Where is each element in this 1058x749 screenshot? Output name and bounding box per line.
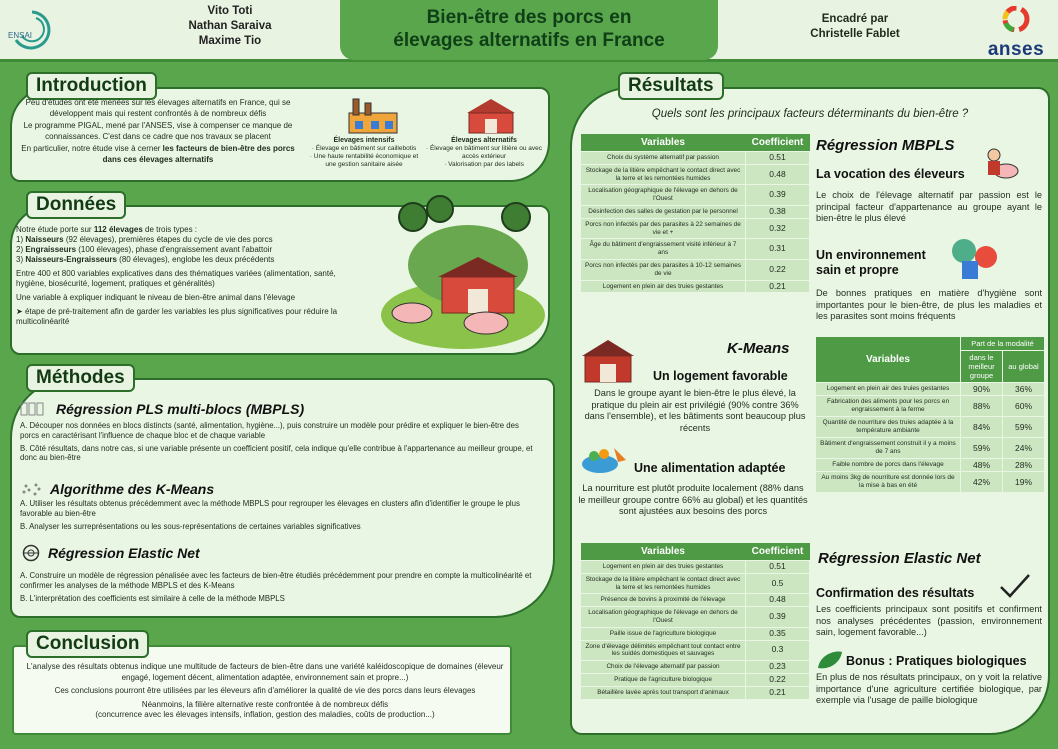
coefficient-cell: 0.48 (746, 164, 810, 185)
coefficient-cell: 0.39 (746, 607, 810, 628)
method-mbpls-heading: Régression PLS multi-blocs (MBPLS) (20, 401, 304, 417)
alternative-farms: Élevages alternatifs · Élevage en bâtiment sur litière ou avec accès extérieur · Valorisation par des labels (426, 137, 542, 168)
kmeans-sub-2: Une alimentation adaptée (634, 461, 786, 475)
intro-farm-types (305, 95, 545, 180)
coefficient-cell: 0.23 (746, 661, 810, 674)
global-cell: 24% (1003, 438, 1045, 459)
table-row (816, 472, 1045, 493)
enet-text-1: Les coefficients principaux sont positifs et confirment nos analyses précédentes (passion, environnement sain, logement favorable...) (816, 604, 1042, 637)
best-group-cell: 48% (961, 459, 1003, 472)
table-row (581, 607, 810, 628)
table-row (581, 573, 810, 594)
variable-cell: Logement en plein air des truies gestantes (816, 383, 961, 396)
variable-cell: Localisation géographique de l'élevage en dehors de l'Ouest (581, 607, 746, 628)
donnees-p4: ➤ étape de pré-traitement afin de garder les variables les plus significatives pour réduire la multicolinéarité (16, 307, 338, 326)
best-group-cell: 84% (961, 417, 1003, 438)
kmeans-table (815, 336, 1045, 493)
variable-cell: Logement en plein air des truies gestantes (581, 280, 746, 293)
title-line-1: Bien-être des porcs en (426, 7, 632, 28)
intensive-farms: Élevages intensifs · Élevage en bâtiment sur caillebotis · Une haute rentabilité économique et une gestion sanitaire aisée (309, 137, 419, 168)
coefficient-cell: 0.31 (746, 239, 810, 260)
global-cell: 59% (1003, 417, 1045, 438)
farmer-icon (984, 145, 1020, 181)
anses-logo (978, 6, 1054, 60)
checkmark-icon (998, 572, 1032, 600)
intro-p1: Peu d'études ont été menées sur les élevages alternatifs en France, qui se développent mais qui restent confrontés à de nombreux défis (25, 98, 291, 118)
col-coefficient: Coefficient (746, 134, 810, 152)
table-row (816, 417, 1045, 438)
table-row (816, 396, 1045, 417)
kmeans-sub-1: Un logement favorable (653, 369, 788, 383)
anses-circle-icon (1000, 6, 1032, 32)
donnees-p3: Une variable à expliquer indiquant le niveau de bien-être animal dans l'élevage (16, 293, 296, 302)
table-row (581, 259, 810, 280)
donnees-p2: Entre 400 et 800 variables explicatives dans des thématiques variées (alimentation, santé, hygiène, biosécurité, logement, pratiques et généralités) (16, 269, 336, 288)
clusters-icon (20, 480, 44, 498)
global-cell: 36% (1003, 383, 1045, 396)
table-row (816, 383, 1045, 396)
intro-p2: Le programme PIGAL, mené par l'ANSES, vise à compenser ce manque de connaissances. C'est dans ce cadre que nos travaux se placent (23, 121, 293, 141)
mbpls-results-title: Régression MBPLS (816, 137, 955, 154)
table-row (581, 686, 810, 699)
variable-cell: Âge du bâtiment d'engraissement visité inférieur à 7 ans (581, 239, 746, 260)
coefficient-cell: 0.22 (746, 259, 810, 280)
km-col-part: Part de la modalité (961, 337, 1045, 351)
method-enet-heading: Régression Elastic Net (20, 544, 200, 562)
introduction-title: Introduction (26, 72, 157, 100)
coefficient-cell: 0.39 (746, 185, 810, 206)
anses-wordmark: anses (987, 39, 1045, 60)
conclusion-text: L'analyse des résultats obtenus indique une multitude de facteurs de bien-être dans une variété kaléidoscopique de domaines (éleveur engagé, logement décent, alimentation adaptée, environnement sain et propre...) Ces conclusions pourront être utilisées par les éleveurs afin d'améliorer la qualité de vie des porcs dans leurs élevages Néanmoins, la filière alternative reste confrontée à de nombreux défis (concurrence avec les élevages intensifs, inflation, gestion des maladies, coûts de production...) (26, 662, 504, 719)
author-2: Nathan Saraiva (188, 20, 272, 32)
authors (150, 4, 310, 49)
poster-title (340, 0, 718, 60)
variable-cell: Porcs non infectés par des parasites à 10-12 semaines de vie (581, 259, 746, 280)
health-icon (948, 237, 1000, 281)
supervisor-label: Encadré par (821, 13, 889, 25)
enet-sub-2: Bonus : Pratiques biologiques (846, 654, 1027, 668)
variable-cell: Quantité de nourriture des truies adaptée à la température ambiante (816, 417, 961, 438)
variable-cell: Logement en plein air des truies gestantes (581, 561, 746, 574)
coefficient-cell: 0.35 (746, 627, 810, 640)
table-row (816, 459, 1045, 472)
mbpls-text-1: Le choix de l'élevage alternatif par passion est le principal facteur d'appartenance au groupe ayant le bien-être le plus élevé (816, 190, 1042, 223)
coefficient-cell: 0.21 (746, 280, 810, 293)
variable-cell: Pratique de l'agriculture biologique (581, 673, 746, 686)
variable-cell: Fabrication des aliments pour les porcs en engraissement à la ferme (816, 396, 961, 417)
resultats-title: Résultats (618, 72, 724, 100)
global-cell: 60% (1003, 396, 1045, 417)
variable-cell: Bétaillère lavée après tout transport d'animaux (581, 686, 746, 699)
best-group-cell: 90% (961, 383, 1003, 396)
enet-results-title: Régression Elastic Net (818, 550, 981, 567)
km-col-best: dans le meilleur groupe (961, 351, 1003, 383)
coefficient-cell: 0.51 (746, 561, 810, 574)
coefficient-cell: 0.21 (746, 686, 810, 699)
variable-cell: Localisation géographique de l'élevage en dehors de l'Ouest (581, 185, 746, 206)
mbpls-text-2: De bonnes pratiques en matière d'hygiène sont importantes pour le bien-être, de plus les maladies et les parasites sont moins fréquents (816, 288, 1042, 321)
author-1: Vito Toti (207, 5, 253, 17)
table-row (581, 661, 810, 674)
factory-icon (343, 95, 401, 135)
intro-p3: En particulier, notre étude vise à cerner les facteurs de bien-être des porcs dans ces élevages alternatifs (21, 144, 295, 164)
mbpls-sub-1: La vocation des éleveurs (816, 167, 965, 181)
variable-cell: Au moins 3kg de nourriture est donnée lors de la mise à bas en été (816, 472, 961, 493)
global-cell: 19% (1003, 472, 1045, 493)
enet-sub-1: Confirmation des résultats (816, 586, 975, 600)
global-cell: 28% (1003, 459, 1045, 472)
table-row (581, 280, 810, 293)
blocks-icon (20, 402, 50, 416)
kmeans-results-title: K-Means (727, 340, 790, 357)
food-icon (580, 442, 628, 476)
donnees-intro: Notre étude porte sur 112 élevages de trois types : 1) Naisseurs (92 élevages), premières étapes du cycle de vie des porcs 2) Engraisseurs (100 élevages), phase d'engraissement avant l'abattoir 3) Naisseurs-Engraisseurs (80 élevages), englobe les deux précédents (16, 225, 275, 264)
supervisor (780, 12, 930, 42)
donnees-text (16, 225, 356, 331)
table-row (581, 640, 810, 661)
mbpls-sub-2: Un environnement sain et propre (816, 248, 926, 277)
coefficient-cell: 0.3 (746, 640, 810, 661)
coefficient-cell: 0.38 (746, 205, 810, 218)
table-row (816, 438, 1045, 459)
coefficient-cell: 0.32 (746, 218, 810, 239)
variable-cell: Stockage de la litière empêchant le contact direct avec la terre et les remontées humides (581, 573, 746, 594)
variable-cell: Bâtiment d'engraissement construit il y a moins de 7 ans (816, 438, 961, 459)
best-group-cell: 42% (961, 472, 1003, 493)
coefficient-cell: 0.22 (746, 673, 810, 686)
mbpls-coef-table (580, 134, 810, 293)
variable-cell: Choix de l'élevage alternatif par passion (581, 661, 746, 674)
best-group-cell: 59% (961, 438, 1003, 459)
farm-illustration (378, 195, 548, 350)
variable-cell: Présence de bovins à proximité de l'élevage (581, 594, 746, 607)
network-icon (20, 544, 42, 562)
table-row (581, 152, 810, 165)
supervisor-name: Christelle Fablet (810, 28, 900, 40)
km-col-variables: Variables (816, 337, 961, 383)
best-group-cell: 88% (961, 396, 1003, 417)
variable-cell: Faible nombre de porcs dans l'élevage (816, 459, 961, 472)
variable-cell: Zone d'élevage délimités empêchant tout contact entre les suidés domestiques et sauvages (581, 640, 746, 661)
method-enet-text: A. Construire un modèle de régression pénalisée avec les facteurs de bien-être étudiés précédemment pour prendre en compte la multicolinéarité et confirmer les analyses de la méthode MBPLS et des K-Means B. L'interprétation des coefficients est similaire à celle de la méthode MBPLS (20, 571, 532, 603)
enet-coef-table (580, 543, 810, 700)
table-row (581, 164, 810, 185)
method-mbpls-text: A. Découper nos données en blocs distincts (santé, alimentation, hygiène...), puis construire un modèle pour prédire et expliquer le bien-être des porcs en caractérisant l'influence de chaque bloc et de chaque variable B. Côté résultats, dans notre cas, si une variable présente un coefficient positif, cela indique qu'elle contribue à l'appartenance au meilleur groupe, et donc au bien-être (20, 421, 533, 463)
table-row (581, 185, 810, 206)
method-kmeans-text: A. Utiliser les résultats obtenus précédemment avec la méthode MBPLS pour regrouper les élevages en clusters afin d'identifier le groupe le plus favorable au bien-être B. Analyser les surreprésentations ou les sous-représentations de certaines variables significatives (20, 499, 520, 531)
method-kmeans-heading: Algorithme des K-Means (20, 480, 214, 498)
methodes-title: Méthodes (26, 364, 135, 392)
coefficient-cell: 0.5 (746, 573, 810, 594)
kmeans-text-2: La nourriture est plutôt produite localement (88% dans le meilleur groupe contre 66% au global) et les quantités sont ajustées aux besoins des porcs (578, 483, 808, 516)
variable-cell: Choix du système alternatif par passion (581, 152, 746, 165)
enet-col-coefficient: Coefficient (746, 543, 810, 561)
resultats-question: Quels sont les principaux facteurs déterminants du bien-être ? (651, 108, 969, 120)
barn-icon (463, 97, 519, 135)
ensai-logo (6, 6, 58, 54)
enet-text-2: En plus de nos résultats principaux, on y voit la relative importance d'une agriculture certifiée biologique, par exemple via l'usage de paille biologique (816, 672, 1042, 705)
col-variables: Variables (581, 134, 746, 152)
leaf-icon (816, 650, 844, 670)
table-row (581, 561, 810, 574)
table-row (581, 673, 810, 686)
author-3: Maxime Tio (198, 35, 262, 47)
introduction-text (18, 98, 298, 167)
variable-cell: Paille issue de l'agriculture biologique (581, 627, 746, 640)
variable-cell: Stockage de la litière empêchant le contact direct avec la terre et les remontées humides (581, 164, 746, 185)
coefficient-cell: 0.48 (746, 594, 810, 607)
variable-cell: Porcs non infectés par des parasites à 22 semaines de vie et + (581, 218, 746, 239)
table-row (581, 205, 810, 218)
km-col-global: au global (1003, 351, 1045, 383)
donnees-title: Données (26, 191, 126, 219)
table-row (581, 239, 810, 260)
conclusion-title: Conclusion (26, 630, 149, 658)
table-row (581, 218, 810, 239)
table-row (581, 627, 810, 640)
coefficient-cell: 0.51 (746, 152, 810, 165)
title-line-2: élevages alternatifs en France (393, 30, 665, 51)
enet-col-variables: Variables (581, 543, 746, 561)
barn-icon (580, 338, 636, 384)
svg-text:ENSAI: ENSAI (8, 31, 33, 40)
table-row (581, 594, 810, 607)
kmeans-text-1: Dans le groupe ayant le bien-être le plus élevé, la pratique du plein air est privilégié (90% contre 36% dans l'ensemble), et les bâtiments sont beaucoup plus récents (584, 388, 806, 433)
poster-header (0, 0, 1058, 62)
variable-cell: Désinfection des salles de gestation par le personnel (581, 205, 746, 218)
